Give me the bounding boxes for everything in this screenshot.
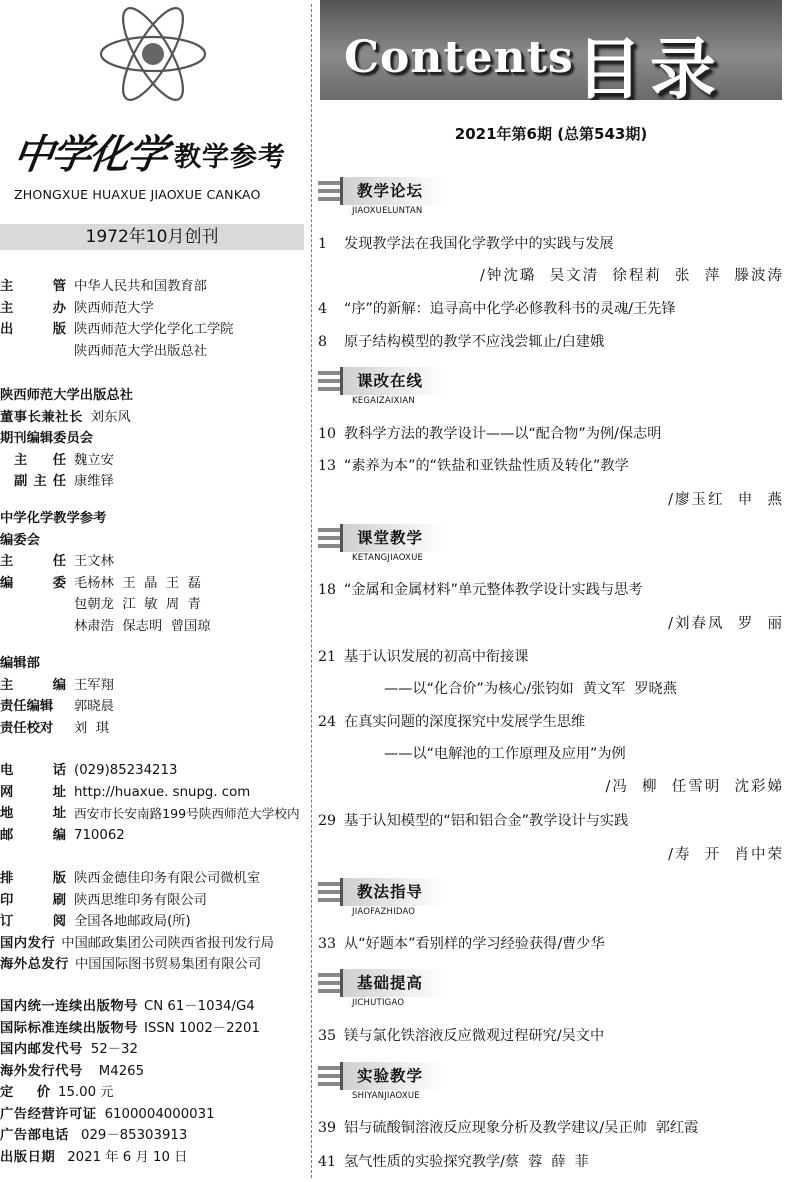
issue-number: 2021年第6期 (总第543期) (454, 125, 648, 143)
contact-info: 电 话 (029)85234213 网 址 http://huaxue. snupg. com 地 址 西安市长安南路199号陕西师范大学校内 邮 编 710062 (0, 763, 300, 843)
section-header: 教学论坛 JIAOXUELUNTAN (318, 177, 468, 219)
article-authors: /廖玉红 申 燕 (668, 492, 784, 508)
section-header: 课堂教学 KETANGJIAOXUE (318, 524, 468, 566)
contents-heading: Contents (344, 32, 574, 83)
article-entry[interactable]: 8 原子结构模型的教学不应浅尝辄止/白建娥 (318, 334, 605, 350)
article-entry[interactable]: 39 铝与硫酸铜溶液反应现象分析及教学建议/吴正帅 郭红霞 (318, 1120, 699, 1136)
article-authors: /寿 开 肖中荣 (668, 847, 784, 863)
info-row: 主 办 陕西师范大学 (0, 300, 154, 316)
publication-codes: 国内统一连续出版物号 CN 61－1034/G4 国际标准连续出版物号 ISSN 1002－2201 国内邮发代号 52－32 海外发行代号 M4265 定 价 15.00 元 广告经营许可证 6100004000031 广告部电话 029－85303913 出版日期 2021 年 6 月 10 日 (0, 999, 260, 1165)
section-header: 实验教学 SHIYANJIAOXUE (318, 1062, 468, 1104)
article-entry[interactable]: 21 基于认识发展的初高中衔接课 (318, 649, 529, 665)
article-entry[interactable]: 4 “序”的新解：追寻高中化学必修教科书的灵魂/王先锋 (318, 301, 676, 317)
article-entry[interactable]: 18 “金属和金属材料”单元整体教学设计实践与思考 (318, 582, 643, 598)
mulu-heading: 目录 (576, 31, 724, 100)
journal-title-script: 中学化学 (10, 131, 169, 178)
founded-date: 1972年10月创刊 (0, 224, 304, 250)
section-bars-icon (318, 973, 342, 999)
section-bars-icon (318, 882, 342, 908)
section-header: 教法指导 JIAOFAZHIDAO (318, 878, 468, 920)
section-bars-icon (318, 528, 342, 554)
journal-title-english: ZHONGXUE HUAXUE JIAOXUE CANKAO (14, 187, 261, 202)
website-link[interactable]: http://huaxue. snupg. com (74, 784, 251, 800)
article-authors: /冯 柳 任雪明 沈彩娣 (605, 779, 784, 795)
contents-banner (320, 0, 782, 100)
article-entry[interactable]: 35 镁与氯化铁溶液反应微观过程研究/吴文中 (318, 1028, 605, 1044)
journal-title-bold: 教学参考 (174, 142, 286, 173)
editorial-board: 中学化学教学参考 编委会 主 任 王文林 编 委 毛杨林 王 晶 王 磊 包朝龙 江 敏 周 青 林肃浩 保志明 曾国琼 (0, 511, 211, 634)
atom-logo-icon (98, 4, 208, 104)
editorial-department: 编辑部 主 编 王军翔 责任编辑 郭晓晨 责任校对 刘 琪 (0, 656, 114, 736)
article-entry[interactable]: 10 教科学方法的教学设计——以“配合物”为例/保志明 (318, 426, 662, 442)
article-authors: /钟沈璐 吴文清 徐程莉 张 萍 滕波涛 (480, 268, 784, 284)
printing-info: 排 版 陕西金德佳印务有限公司微机室 印 刷 陕西思维印务有限公司 订 阅 全国各地邮政局(所) 国内发行 中国邮政集团公司陕西省报刊发行局 海外总发行 中国国际图书贸易集团有限公司 (0, 871, 274, 972)
section-header: 基础提高 JICHUTIGAO (318, 969, 468, 1011)
publisher-info (0, 276, 308, 362)
journal-title (10, 128, 304, 180)
article-entry[interactable]: 41 氢气性质的实验探究教学/蔡 蓉 薛 菲 (318, 1154, 589, 1170)
article-entry[interactable]: 33 从“好题本”看别样的学习经验获得/曹少华 (318, 936, 605, 952)
section-bars-icon (318, 181, 342, 207)
article-authors: /刘春凤 罗 丽 (668, 616, 784, 632)
press-info: 陕西师范大学出版总社 董事长兼社长 刘东风 期刊编辑委员会 主 任 魏立安 副 主 任 康维铎 (0, 388, 133, 489)
article-subtitle: ——以“电解池的工作原理及应用”为例 (384, 746, 626, 762)
article-entry[interactable]: 24 在真实问题的深度探究中发展学生思维 (318, 714, 586, 730)
info-row: 陕西师范大学出版总社 (74, 343, 207, 359)
masthead-column (0, 0, 308, 1182)
column-divider (311, 4, 312, 1178)
section-bars-icon (318, 1066, 342, 1092)
article-entry[interactable]: 29 基于认知模型的“铝和铝合金”教学设计与实践 (318, 813, 629, 829)
article-entry[interactable]: 13 “素养为本”的“铁盐和亚铁盐性质及转化”教学 (318, 458, 629, 474)
section-header: 课改在线 KEGAIZAIXIAN (318, 367, 468, 409)
article-subtitle: ——以“化合价”为核心/张钧如 黄文军 罗晓燕 (384, 681, 677, 697)
info-row: 主 管 中华人民共和国教育部 (0, 279, 207, 294)
section-bars-icon (318, 371, 342, 397)
article-entry[interactable]: 1 发现教学法在我国化学教学中的实践与发展 (318, 236, 614, 252)
info-row: 出 版 陕西师范大学化学化工学院 (0, 322, 234, 337)
